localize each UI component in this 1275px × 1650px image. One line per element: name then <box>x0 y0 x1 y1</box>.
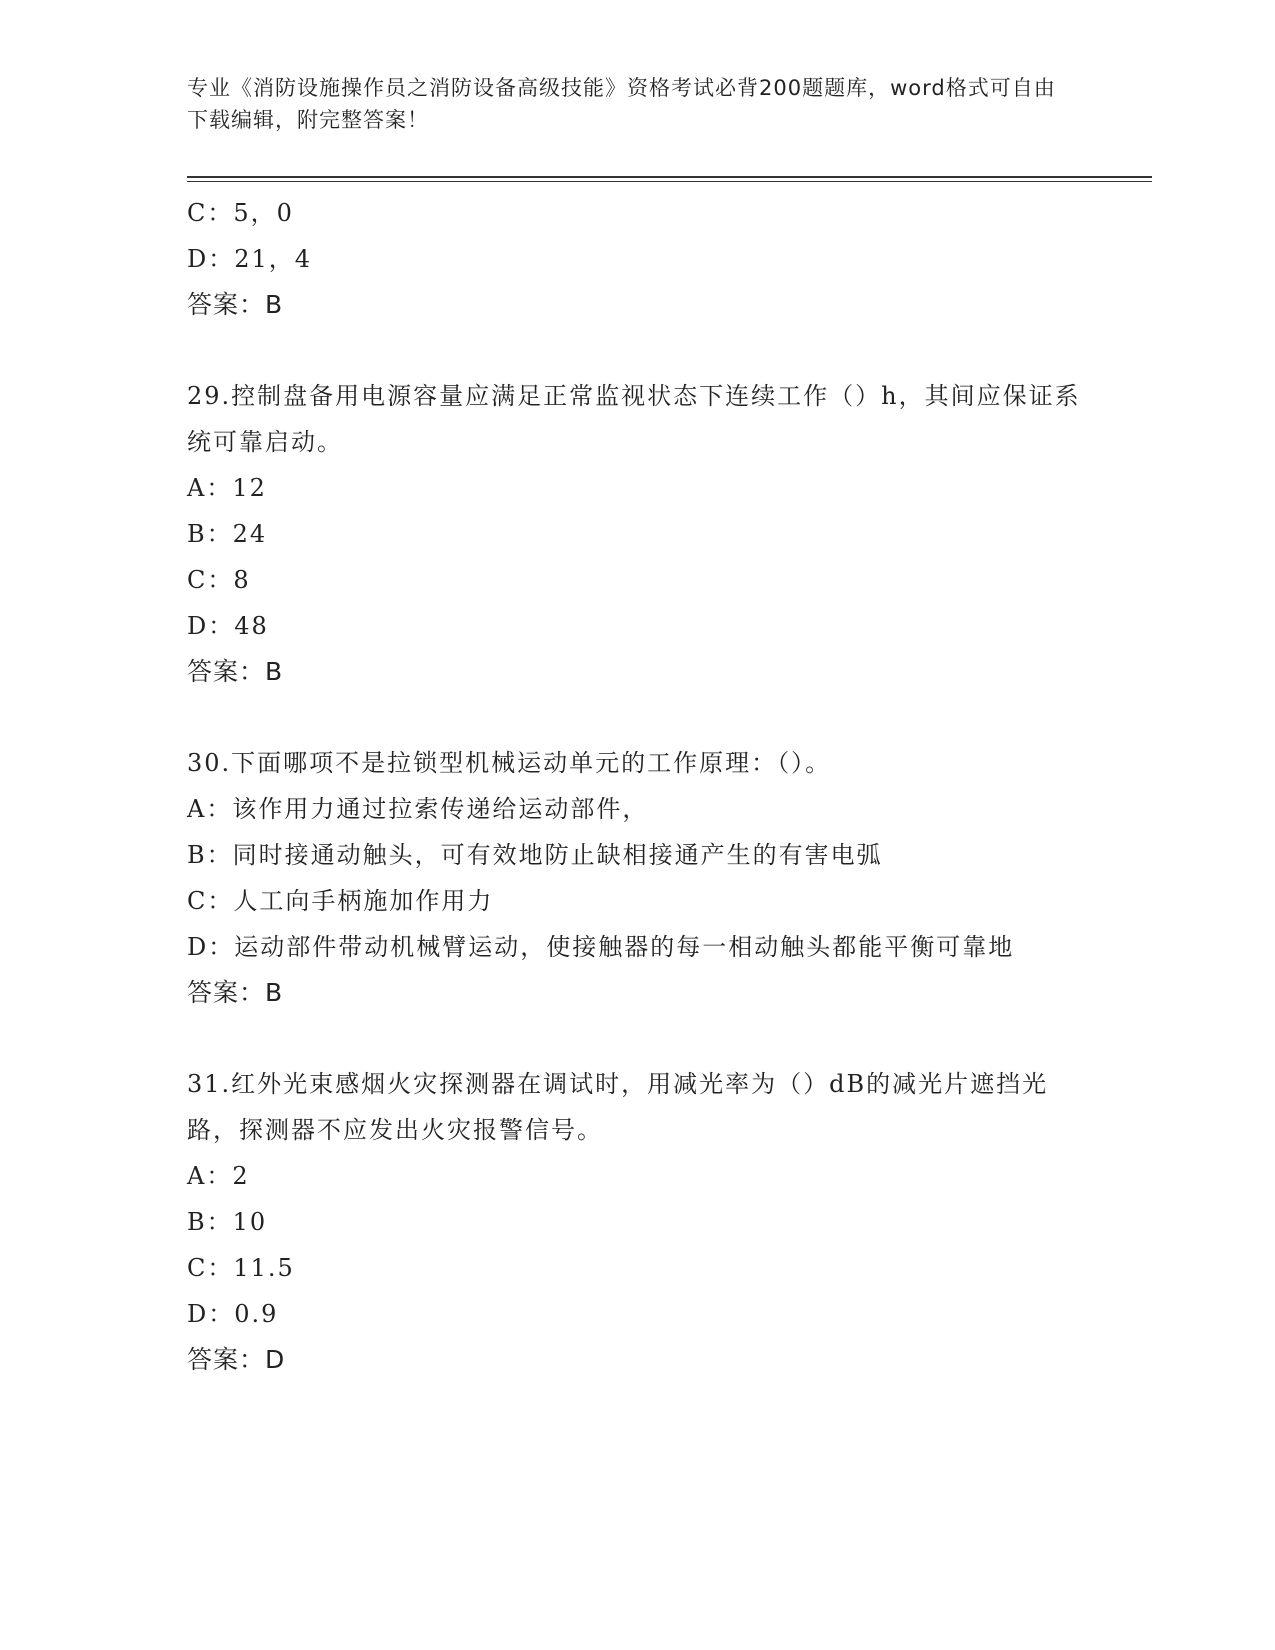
option-b: B：同时接通动触头，可有效地防止缺相接通产生的有害电弧 <box>187 841 883 869</box>
option-c: C：11.5 <box>187 1254 295 1282</box>
option-c: C：8 <box>187 566 251 594</box>
question-31 <box>187 1061 1087 1383</box>
option-b: B：10 <box>187 1208 268 1236</box>
answer: 答案：B <box>187 978 284 1007</box>
option-d: D：0.9 <box>187 1300 279 1328</box>
option-d: D：48 <box>187 612 269 640</box>
question-29 <box>187 373 1087 695</box>
option-a: A：12 <box>187 474 267 502</box>
option-c: C：人工向手柄施加作用力 <box>187 887 494 915</box>
question-content <box>187 190 1087 1383</box>
question-stem: 29.控制盘备用电源容量应满足正常监视状态下连续工作（）h，其间应保证系统可靠启动。 <box>187 382 1081 456</box>
question-stem: 30.下面哪项不是拉锁型机械运动单元的工作原理：（）。 <box>187 749 832 777</box>
option-a: A：该作用力通过拉索传递给运动部件， <box>187 795 649 823</box>
header-rule-thin <box>187 181 1152 182</box>
answer: 答案：D <box>187 1345 286 1374</box>
option-a: A：2 <box>187 1162 250 1190</box>
document-header: 专业《消防设施操作员之消防设备高级技能》资格考试必背200题题库，word格式可自由下载编辑，附完整答案！ <box>187 76 1056 132</box>
option-d: D：21，4 <box>187 245 313 273</box>
previous-question-tail <box>187 190 1087 328</box>
option-c: C：5，0 <box>187 199 294 227</box>
answer: 答案：B <box>187 290 284 319</box>
header-rule-thick <box>187 176 1152 178</box>
option-b: B：24 <box>187 520 268 548</box>
option-d: D：运动部件带动机械臂运动，使接触器的每一相动触头都能平衡可靠地 <box>187 933 1015 961</box>
question-30 <box>187 740 1087 1016</box>
question-stem: 31.红外光束感烟火灾探测器在调试时，用减光率为（）dB的减光片遮挡光路，探测器不应发出火灾报警信号。 <box>187 1070 1049 1144</box>
answer: 答案：B <box>187 657 284 686</box>
